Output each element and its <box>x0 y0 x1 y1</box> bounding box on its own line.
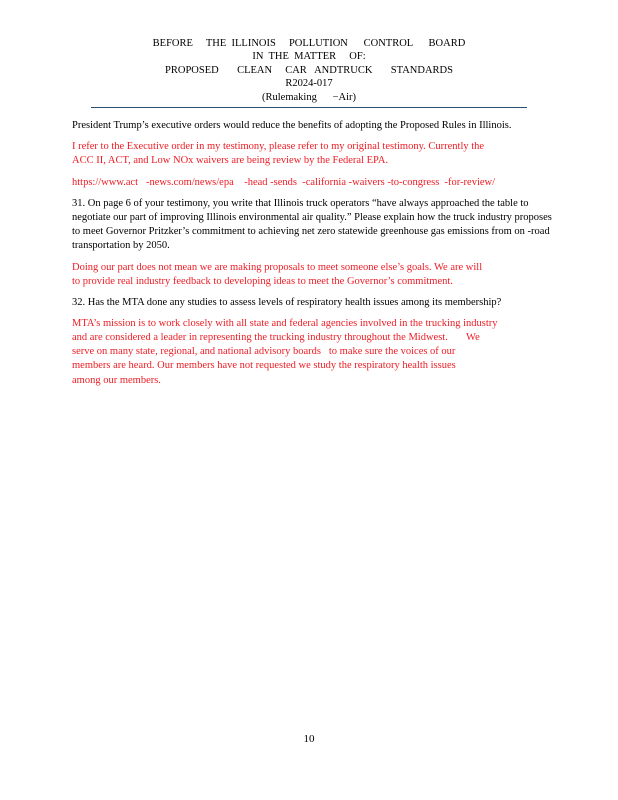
header-docket-number: R2024-017 <box>285 78 333 90</box>
response-line: and are considered a leader in representing the trucking industry throughout the Midwest. We <box>72 332 480 344</box>
question-text: President Trump’s executive orders would reduce the benefits of adopting the Proposed Rules in Illinois. <box>72 120 512 131</box>
response-text <box>72 140 552 168</box>
question-32: 32. Has the MTA done any studies to assess levels of respiratory health issues among its membership? <box>72 296 502 308</box>
response-line: MTA’s mission is to work closely with all state and federal agencies involved in the trucking industry <box>72 318 498 330</box>
response-line: I refer to the Executive order in my testimony, please refer to my original testimony. Currently the <box>72 141 485 153</box>
document-header <box>0 37 618 104</box>
response-32 <box>72 317 552 387</box>
header-divider <box>91 107 527 108</box>
question-31: 31. On page 6 of your testimony, you write that Illinois truck operators “have always approached the table to negotiate our part of improving Illinois environmental air quality.” Please explain how the truck industry proposes to meet Governor Pritzker’s commitment to achieving net zero statewide greenhouse gas emissions from on -road transportation by 2050. <box>72 197 552 252</box>
reference-url: https://www.act -news.com/news/epa -head -sends -california -waivers -to-congress -for-review/ <box>72 176 496 188</box>
header-board-line: BEFORE THE ILLINOIS POLLUTION CONTROL BOARD <box>152 38 466 49</box>
response-line: among our members. <box>72 374 161 386</box>
response-line: Doing our part does not mean we are making proposals to meet someone else’s goals. We are will <box>72 261 483 273</box>
page-number: 10 <box>303 733 315 745</box>
response-line: serve on many state, regional, and national advisory boards to make sure the voices of our <box>72 346 456 358</box>
header-matter-line: IN THE MATTER OF: <box>252 51 366 63</box>
header-title-line: PROPOSED CLEAN CAR ANDTRUCK STANDARDS <box>165 64 453 76</box>
response-line: to provide real industry feedback to developing ideas to meet the Governor’s commitment. <box>72 275 453 287</box>
response-line: ACC II, ACT, and Low NOx waivers are being review by the Federal EPA. <box>72 155 389 167</box>
header-rulemaking-type: (Rulemaking −Air) <box>262 91 356 103</box>
document-body <box>72 119 552 395</box>
response-line: members are heard. Our members have not requested we study the respiratory health issues <box>72 360 456 372</box>
response-31 <box>72 261 552 289</box>
